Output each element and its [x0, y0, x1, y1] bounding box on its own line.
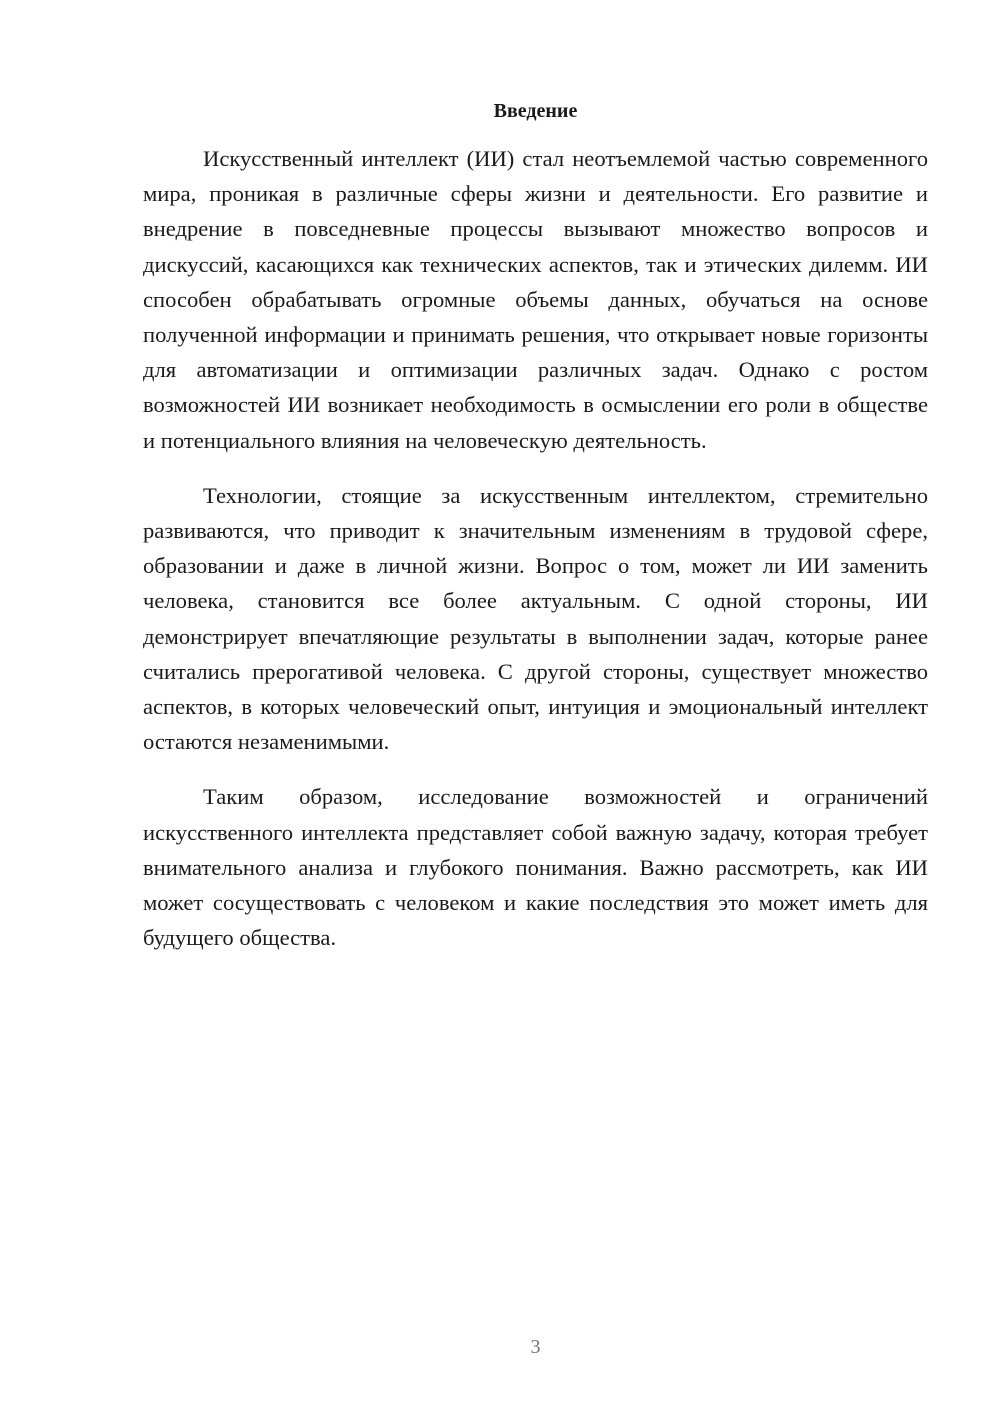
paragraph-3: Таким образом, исследование возможностей и ограничений искусственного интеллекта представляет собой важную задачу, которая требует внимательного анализа и глубокого понимания. Важно рассмотреть, как ИИ может сосуществовать с человеком и какие последствия это может иметь для будущего общества.	[143, 784, 928, 951]
page-number: 3	[530, 1336, 541, 1358]
section-heading: Введение	[493, 100, 578, 122]
paragraph-2: Технологии, стоящие за искусственным интеллектом, стремительно развиваются, что приводит к значительным изменениям в трудовой сфере, образовании и даже в личной жизни. Вопрос о том, может ли ИИ заменить человека, становится все более актуальным. С одной стороны, ИИ демонстрирует впечатляющие результаты в выполнении задач, которые ранее считались прерогативой человека. С другой стороны, существует множество аспектов, в которых человеческий опыт, интуиция и эмоциональный интеллект остаются незаменимыми.	[143, 482, 928, 755]
document-body	[143, 141, 928, 955]
paragraph-1: Искусственный интеллект (ИИ) стал неотъемлемой частью современного мира, проникая в различные сферы жизни и деятельности. Его развитие и внедрение в повседневные процессы вызывают множество вопросов и дискуссий, касающихся как технических аспектов, так и этических дилемм. ИИ способен обрабатывать огромные объемы данных, обучаться на основе полученной информации и принимать решения, что открывает новые горизонты для автоматизации и оптимизации различных задач. Однако с ростом возможностей ИИ возникает необходимость в осмыслении его роли в обществе и потенциального влияния на человеческую деятельность.	[143, 146, 928, 453]
